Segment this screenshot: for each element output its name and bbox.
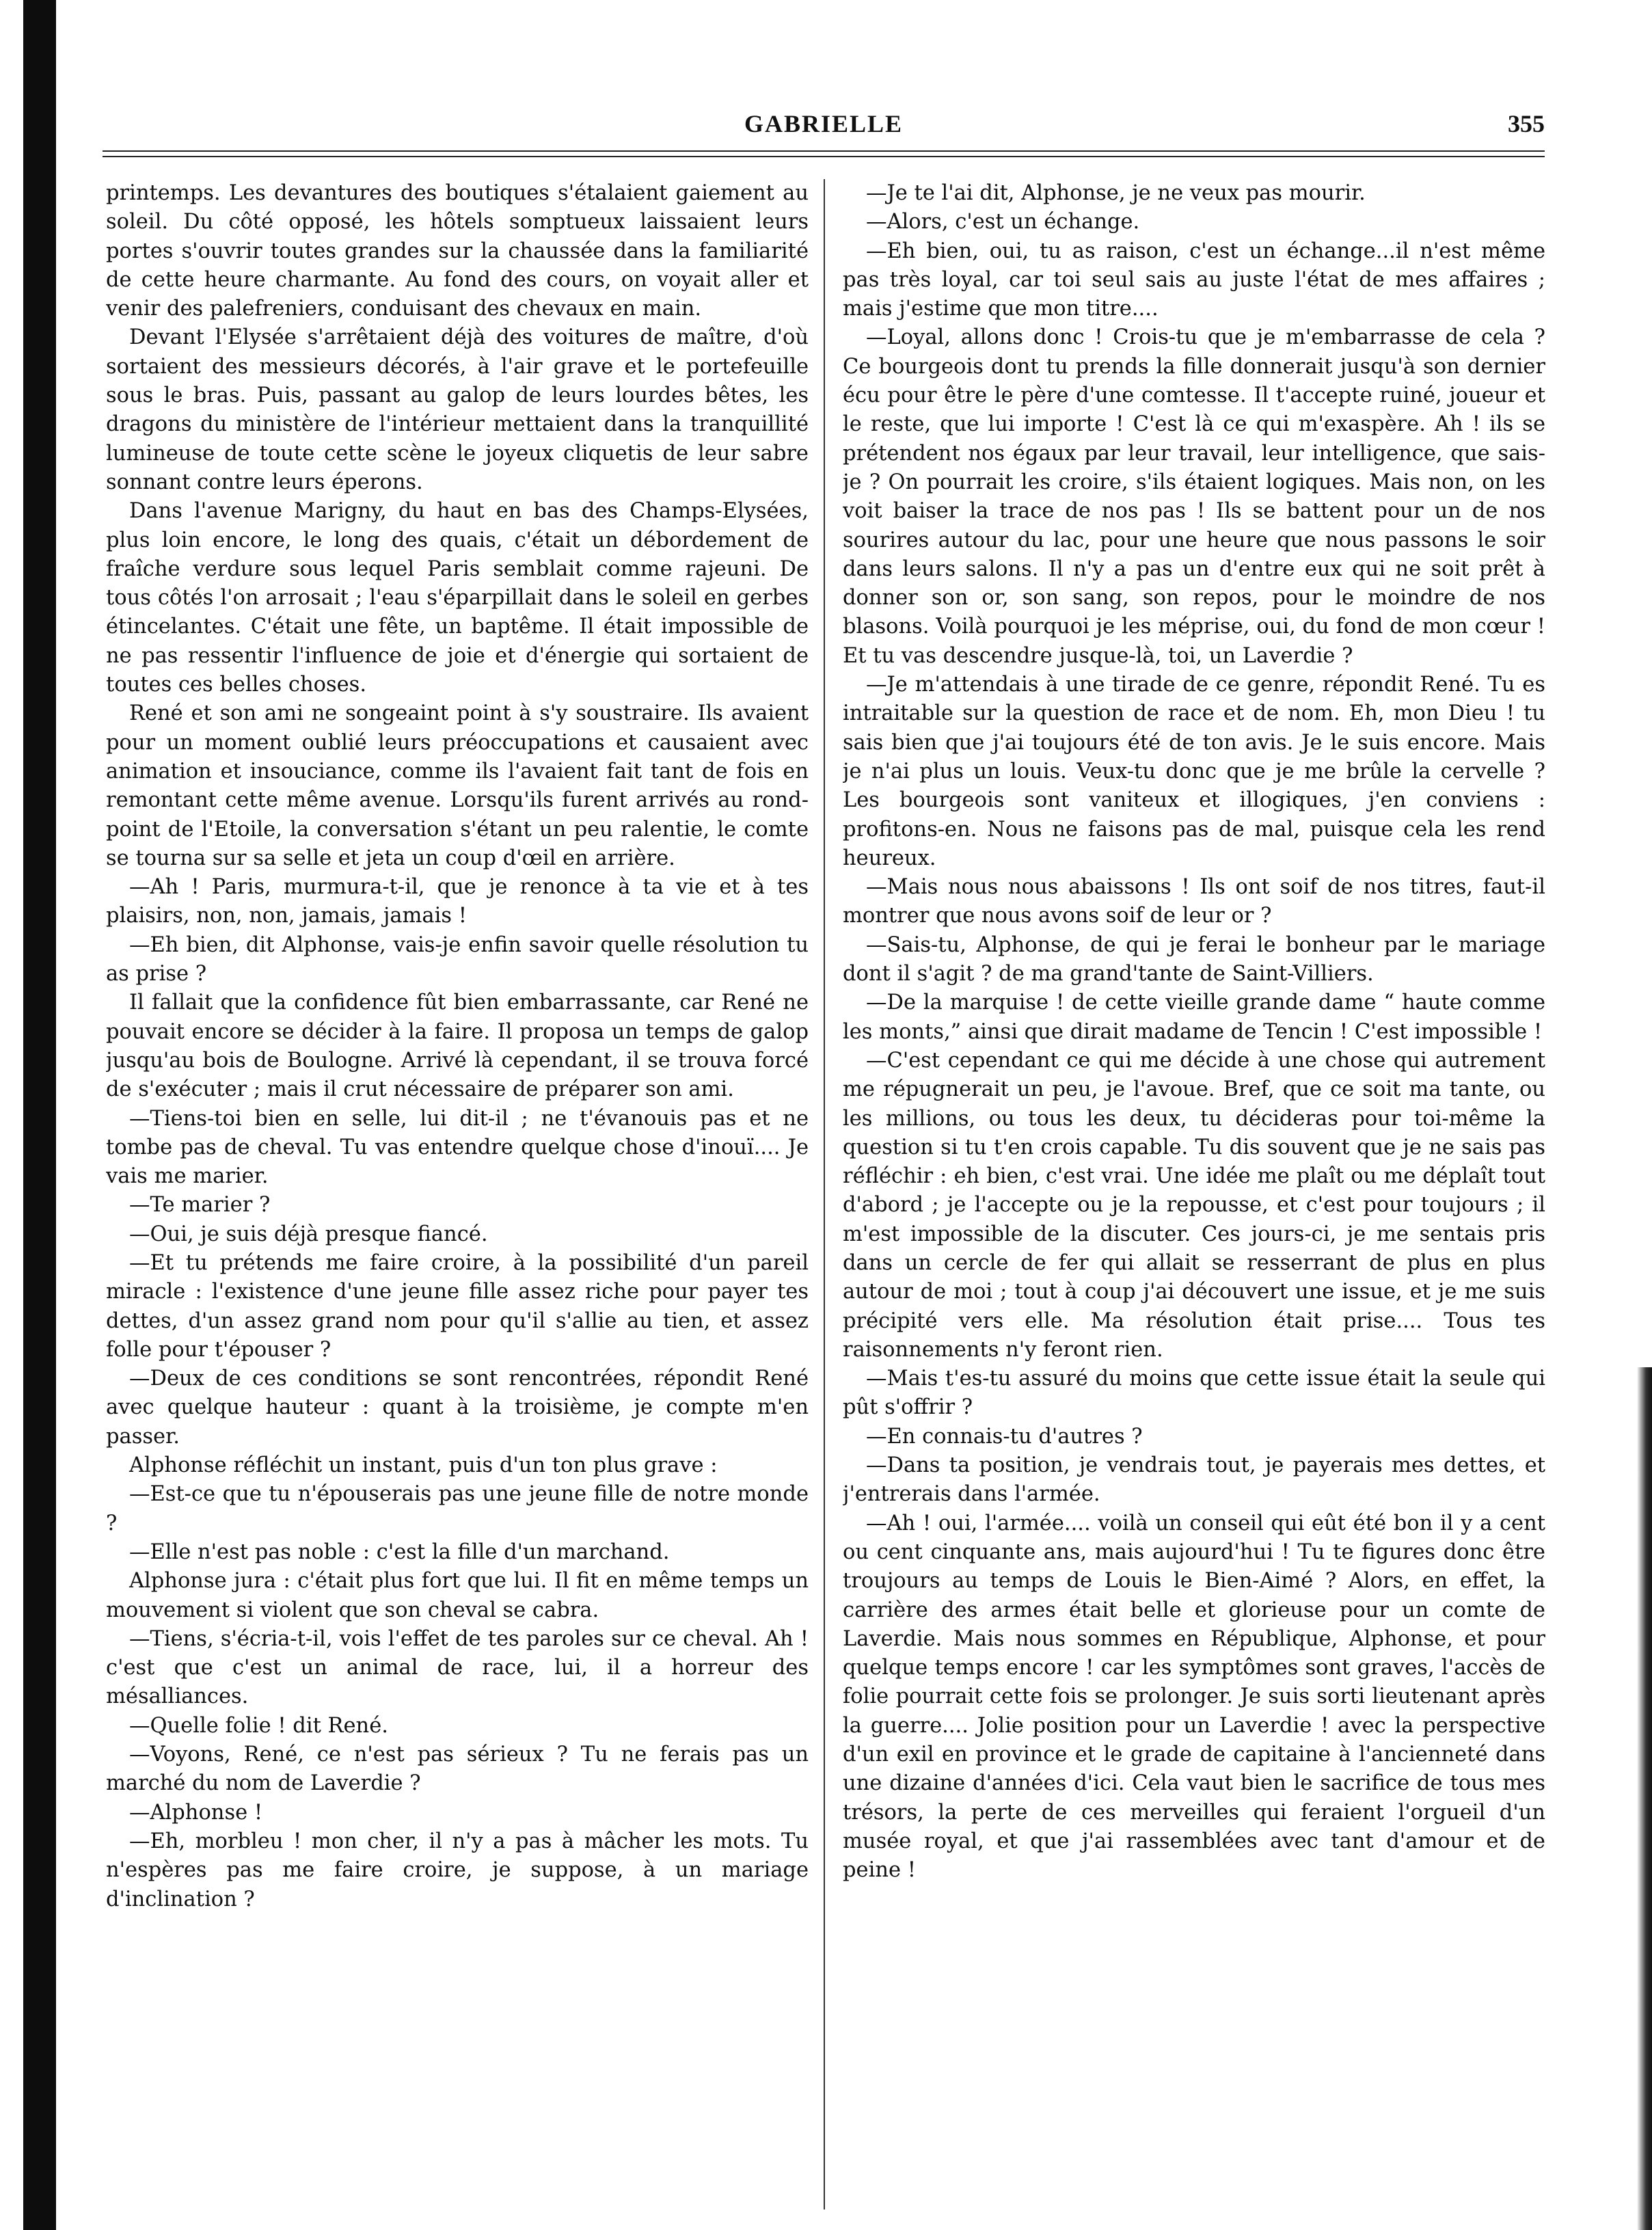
text-columns [106,179,1545,2209]
paragraph: René et son ami ne songeaint point à s'y soustraire. Ils avaient pour un moment oublié leurs préoccupations et causaient avec animation et insouciance, comme ils l'avaient fait tant de fois en remontant cette même avenue. Lorsqu'ils furent arrivés au rond-point de l'Etoile, la conversation s'étant un peu ralentie, le comte se tourna sur sa selle et jeta un coup d'œil en arrière. [106,701,809,870]
paragraph: —Sais-tu, Alphonse, de qui je ferai le bonheur par le mariage dont il s'agit ? de ma grand'tante de Saint-Villiers. [843,932,1545,986]
paragraph: —Je m'attendais à une tirade de ce genre, répondit René. Tu es intraitable sur la question de race et de nom. Eh, mon Dieu ! tu sais bien que j'ai toujours été de ton avis. Je le suis encore. Mais je n'ai plus un louis. Veux-tu donc que je me brûle la cervelle ? Les bourgeois sont vaniteux et illogiques, j'en conviens : profitons-en. Nous ne faisons pas de mal, puisque cela les rend heureux. [843,673,1545,870]
paragraph: —Eh, morbleu ! mon cher, il n'y a pas à mâcher les mots. Tu n'espères pas me faire croire, je suppose, à un mariage d'inclination ? [106,1829,809,1911]
page-header [103,109,1545,150]
paragraph: —Alors, c'est un échange. [866,210,1140,234]
column-divider [824,179,825,2209]
paragraph: —Deux de ces conditions se sont rencontrées, répondit René avec quelque hauteur : quant à la troisième, je compte m'en passer. [106,1367,809,1449]
paragraph: —Je te l'ai dit, Alphonse, je ne veux pas mourir. [866,181,1366,205]
page-edge-shadow [1637,1367,1652,2230]
paragraph: —Ah ! oui, l'armée.... voilà un conseil qui eût été bon il y a cent ou cent cinquante ans, mais aujourd'hui ! Tu te figures donc être troujours au temps de Louis le Bien-Aimé ? Alors, en effet, la carrière des armes était belle et glorieuse pour un comte de Laverdie. Mais nous sommes en République, Alphonse, et pour quelque temps encore ! car les symptômes sont graves, l'accès de folie pourrait cette fois se prolonger. Je suis sorti lieutenant après la guerre.... Jolie position pour un Laverdie ! avec la perspective d'un exil en province et le grade de capitaine à l'ancienneté dans une dizaine d'années d'ici. Cela vaut bien le sacrifice de tous mes trésors, la perte de ces merveilles qui feraient l'orgueil d'un musée royal, et que j'ai rassemblées avec tant d'amour et de peine ! [843,1511,1545,1883]
paragraph: —Loyal, allons donc ! Crois-tu que je m'embarrasse de cela ? Ce bourgeois dont tu prends la fille donnerait jusqu'à son dernier écu pour être le père d'une comtesse. Il t'accepte ruiné, joueur et le reste, que lui importe ! C'est là ce qui m'exaspère. Ah ! ils se prétendent nos égaux par leur travail, leur intelligence, que sais-je ? On pourrait les croire, s'ils étaient logiques. Mais non, on les voit baiser la trace de nos pas ! Ils se battent pour un de nos sourires autour du lac, pour une heure que nous passons le soir dans leurs salons. Il n'y a pas un d'entre eux qui ne soit prêt à donner son or, son sang, son repos, pour le moindre de nos blasons. Voilà pourquoi je les méprise, oui, du fond de mon cœur ! Et tu vas descendre jusque-là, toi, un Laverdie ? [843,325,1545,668]
paragraph: —Alphonse ! [129,1800,263,1825]
column-left [106,179,809,2209]
paragraph: —Est-ce que tu n'épouserais pas une jeune fille de notre monde ? [106,1482,809,1535]
paragraph: —Voyons, René, ce n'est pas sérieux ? Tu ne ferais pas un marché du nom de Laverdie ? [106,1743,809,1796]
paragraph: —Tiens-toi bien en selle, lui dit-il ; ne t'évanouis pas et ne tombe pas de cheval. Tu vas entendre quelque chose d'inouï.... Je vais me marier. [106,1106,809,1189]
paragraph: —Et tu prétends me faire croire, à la possibilité d'un pareil miracle : l'existence d'une jeune fille assez riche pour payer tes dettes, d'un assez grand nom pour qu'il s'allie au tien, et assez folle pour t'épouser ? [106,1250,809,1362]
paragraph: —De la marquise ! de cette vieille grande dame “ haute comme les monts,” ainsi que dirait madame de Tencin ! C'est impossible ! [843,991,1545,1044]
header-rule [103,150,1545,157]
paragraph: Alphonse réfléchit un instant, puis d'un ton plus grave : [129,1453,718,1478]
column-right [843,179,1545,2209]
paragraph: —Dans ta position, je vendrais tout, je payerais mes dettes, et j'entrerais dans l'armée. [843,1453,1545,1507]
paragraph: —C'est cependant ce qui me décide à une chose qui autrement me répugnerait un peu, je l'avoue. Bref, que ce soit ma tante, ou les millions, ou tous les deux, tu décideras pour toi-même la question si tu t'en crois capable. Tu dis souvent que je ne sais pas réfléchir : eh bien, c'est vrai. Une idée me plaît ou me déplaît tout d'abord ; je l'accepte ou je la repousse, et c'est pour toujours ; il m'est impossible de la discuter. Ces jours-ci, je me sentais pris dans un cercle de fer qui allait se resserrant de plus en plus autour de moi ; tout à coup j'ai découvert une issue, et je me suis précipité vers elle. Ma résolution était prise.... Tous tes raisonnements n'y feront rien. [843,1048,1545,1362]
page-number: 355 [1508,110,1545,137]
paragraph: —Eh bien, oui, tu as raison, c'est un échange...il n'est même pas très loyal, car toi seul sais au juste l'état de mes affaires ; mais j'estime que mon titre.... [843,239,1545,321]
paragraph: —Quelle folie ! dit René. [129,1713,388,1738]
running-title: GABRIELLE [744,110,904,137]
paragraph: Devant l'Elysée s'arrêtaient déjà des voitures de maître, d'où sortaient des messieurs décorés, à l'air grave et le portefeuille sous le bras. Puis, passant au galop de leurs lourdes bêtes, les dragons du ministère de l'intérieur mettaient dans la tranquillité lumineuse de toute cette scène le joyeux cliquetis de leur sabre sonnant contre leurs éperons. [106,325,809,494]
paragraph: —Ah ! Paris, murmura-t-il, que je renonce à ta vie et à tes plaisirs, non, non, jamais, jamais ! [106,875,809,928]
paragraph: —Eh bien, dit Alphonse, vais-je enfin savoir quelle résolution tu as prise ? [106,932,809,986]
paragraph: Il fallait que la confidence fût bien embarrassante, car René ne pouvait encore se décider à la faire. Il proposa un temps de galop jusqu'au bois de Boulogne. Arrivé là cependant, il se trouva forcé de s'exécuter ; mais il crut nécessaire de préparer son ami. [106,991,809,1102]
page-spine-shadow [23,0,56,2230]
paragraph: —Tiens, s'écria-t-il, vois l'effet de tes paroles sur ce cheval. Ah ! c'est que c'est un animal de race, lui, il a horreur des mésalliances. [106,1626,809,1709]
paragraph: —Mais t'es-tu assuré du moins que cette issue était la seule qui pût s'offrir ? [843,1367,1545,1420]
paragraph: —Oui, je suis déjà presque fiancé. [129,1222,488,1246]
paragraph: —Mais nous nous abaissons ! Ils ont soif de nos titres, faut-il montrer que nous avons soif de leur or ? [843,875,1545,928]
paragraph: —En connais-tu d'autres ? [866,1424,1143,1449]
paragraph: Alphonse jura : c'était plus fort que lui. Il fit en même temps un mouvement si violent que son cheval se cabra. [106,1569,809,1622]
paragraph: —Te marier ? [129,1193,271,1218]
paragraph: Dans l'avenue Marigny, du haut en bas des Champs-Elysées, plus loin encore, le long des quais, c'était un débordement de fraîche verdure sous lequel Paris semblait comme rajeuni. De tous côtés l'on arrosait ; l'eau s'éparpillait dans le soleil en gerbes étincelantes. C'était une fête, un baptême. Il était impossible de ne pas ressentir l'influence de joie et d'énergie qui sortaient de toutes ces belles choses. [106,499,809,697]
paragraph: —Elle n'est pas noble : c'est la fille d'un marchand. [129,1540,670,1564]
paragraph: printemps. Les devantures des boutiques s'étalaient gaiement au soleil. Du côté opposé, les hôtels somptueux laissaient leurs portes s'ouvrir toutes grandes sur la chaussée dans la familiarité de cette heure charmante. Au fond des cours, on voyait aller et venir des palefreniers, conduisant des chevaux en main. [106,181,809,321]
